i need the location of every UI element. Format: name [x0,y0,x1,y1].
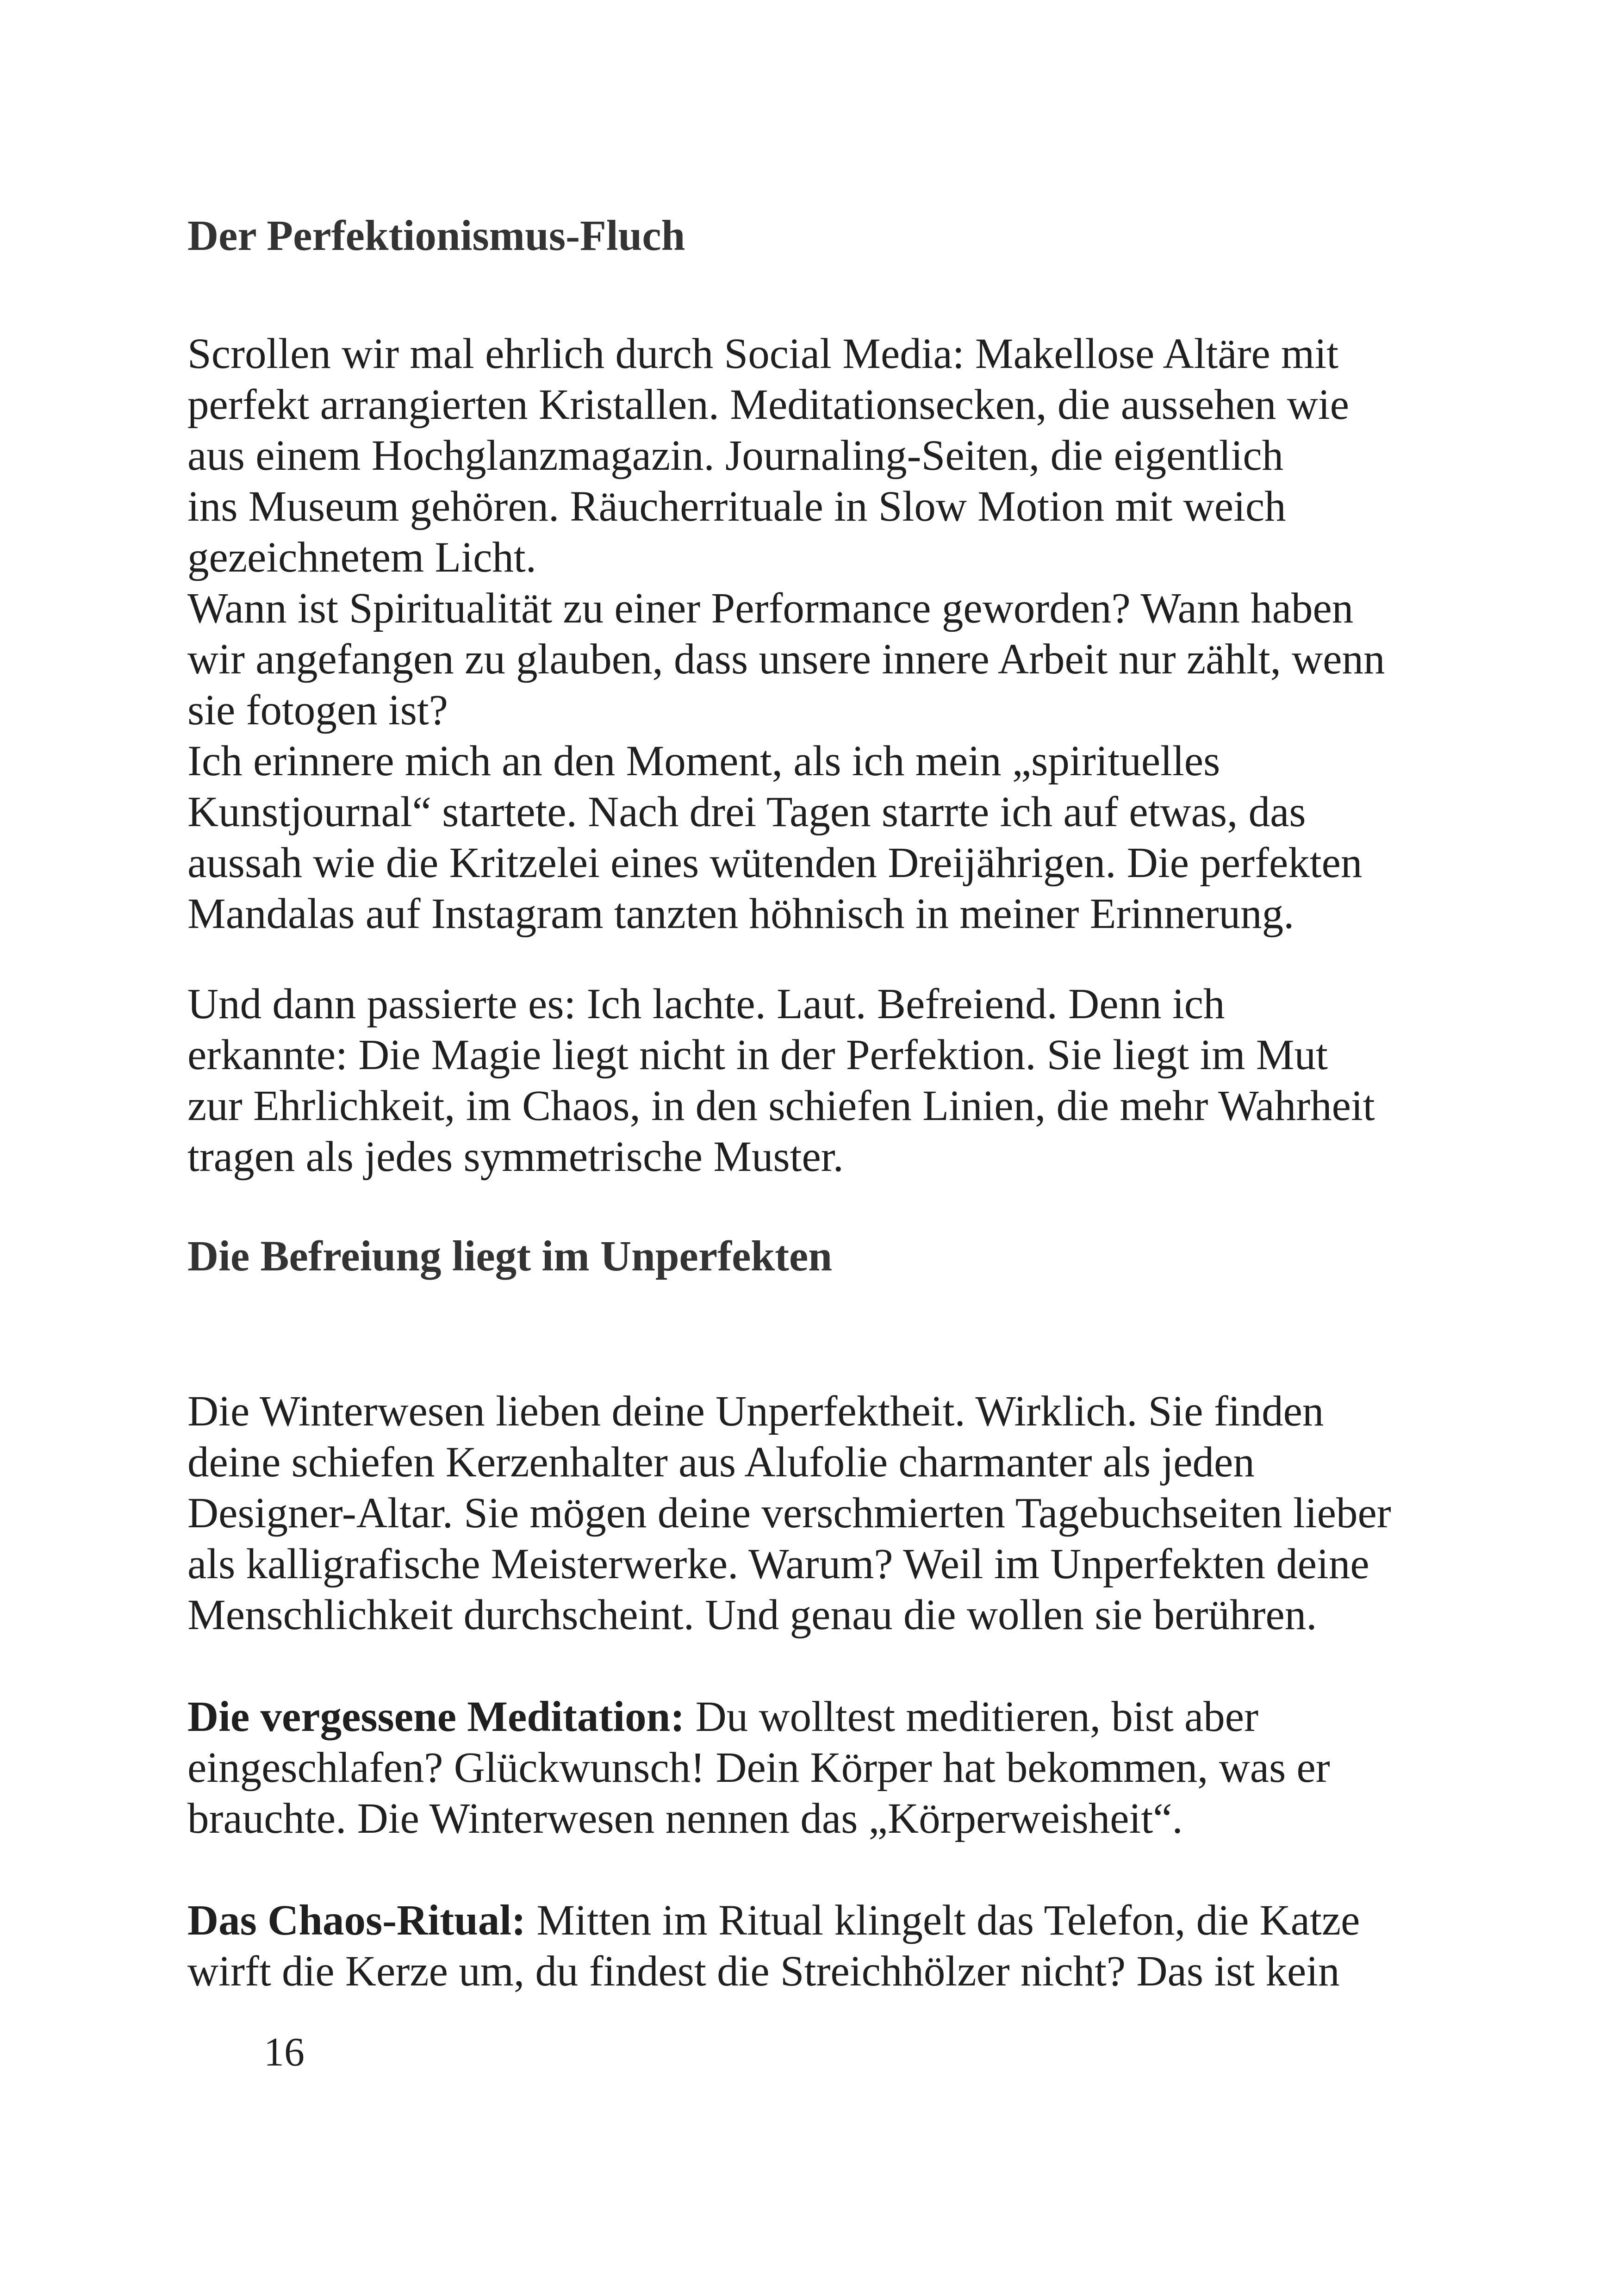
lead-term: Die vergessene Meditation: [187,1693,685,1741]
text-line: erkannte: Die Magie liegt nicht in der Perfektion. Sie liegt im Mut [187,1031,1328,1079]
section-heading-befreiung: Die Befreiung liegt im Unperfekten [187,1232,833,1280]
text-run: Du wolltest meditieren, bist aber [685,1693,1259,1741]
text-line: Wann ist Spiritualität zu einer Performance geworden? Wann haben [187,585,1354,632]
paragraph-chaos-ritual [187,1895,1360,1997]
text-line: ins Museum gehören. Räucherrituale in Slow Motion mit weich [187,483,1286,530]
text-line: wirft die Kerze um, du findest die Streichhölzer nicht? Das ist kein [187,1948,1340,1995]
text-line: Menschlichkeit durchscheint. Und genau die wollen sie berühren. [187,1591,1317,1639]
page-number: 16 [264,2030,305,2075]
text-line: brauchte. Die Winterwesen nennen das „Körperweisheit“. [187,1795,1183,1842]
lead-term: Das Chaos-Ritual: [187,1897,526,1944]
paragraph-vergessene-meditation [187,1692,1330,1844]
text-line: aus einem Hochglanzmagazin. Journaling-Seiten, die eigentlich [187,432,1284,479]
text-line [187,1895,1360,1946]
paragraph-realization [187,979,1375,1182]
text-line: Designer-Altar. Sie mögen deine verschmierten Tagebuchseiten lieber [187,1489,1391,1537]
text-line: eingeschlafen? Glückwunsch! Dein Körper hat bekommen, was er [187,1744,1330,1792]
text-line: als kalligrafische Meisterwerke. Warum? Weil im Unperfekten deine [187,1540,1369,1588]
text-line: sie fotogen ist? [187,686,448,734]
text-line [187,1692,1330,1742]
text-line: Kunstjournal“ startete. Nach drei Tagen starrte ich auf etwas, das [187,788,1306,836]
text-line: perfekt arrangierten Kristallen. Meditationsecken, die aussehen wie [187,381,1350,429]
section-heading-perfektionismus: Der Perfektionismus-Fluch [187,212,685,260]
text-line: aussah wie die Kritzelei eines wütenden Dreijährigen. Die perfekten [187,839,1363,887]
text-line: Die Winterwesen lieben deine Unperfektheit. Wirklich. Sie finden [187,1388,1324,1435]
paragraph-winterwesen [187,1386,1391,1641]
text-line: Ich erinnere mich an den Moment, als ich mein „spirituelles [187,737,1220,785]
text-line: deine schiefen Kerzenhalter aus Alufolie charmanter als jeden [187,1438,1255,1486]
text-line: gezeichnetem Licht. [187,534,536,581]
text-line: wir angefangen zu glauben, dass unsere innere Arbeit nur zählt, wenn [187,635,1385,683]
text-line: Mandalas auf Instagram tanzten höhnisch in meiner Erinnerung. [187,890,1294,938]
text-line: Scrollen wir mal ehrlich durch Social Media: Makellose Altäre mit [187,330,1339,378]
text-line: zur Ehrlichkeit, im Chaos, in den schiefen Linien, die mehr Wahrheit [187,1082,1375,1130]
text-line: Und dann passierte es: Ich lachte. Laut. Befreiend. Denn ich [187,980,1225,1028]
text-run: Mitten im Ritual klingelt das Telefon, die Katze [526,1897,1360,1944]
text-line: tragen als jedes symmetrische Muster. [187,1133,844,1181]
paragraph-intro [187,329,1385,940]
